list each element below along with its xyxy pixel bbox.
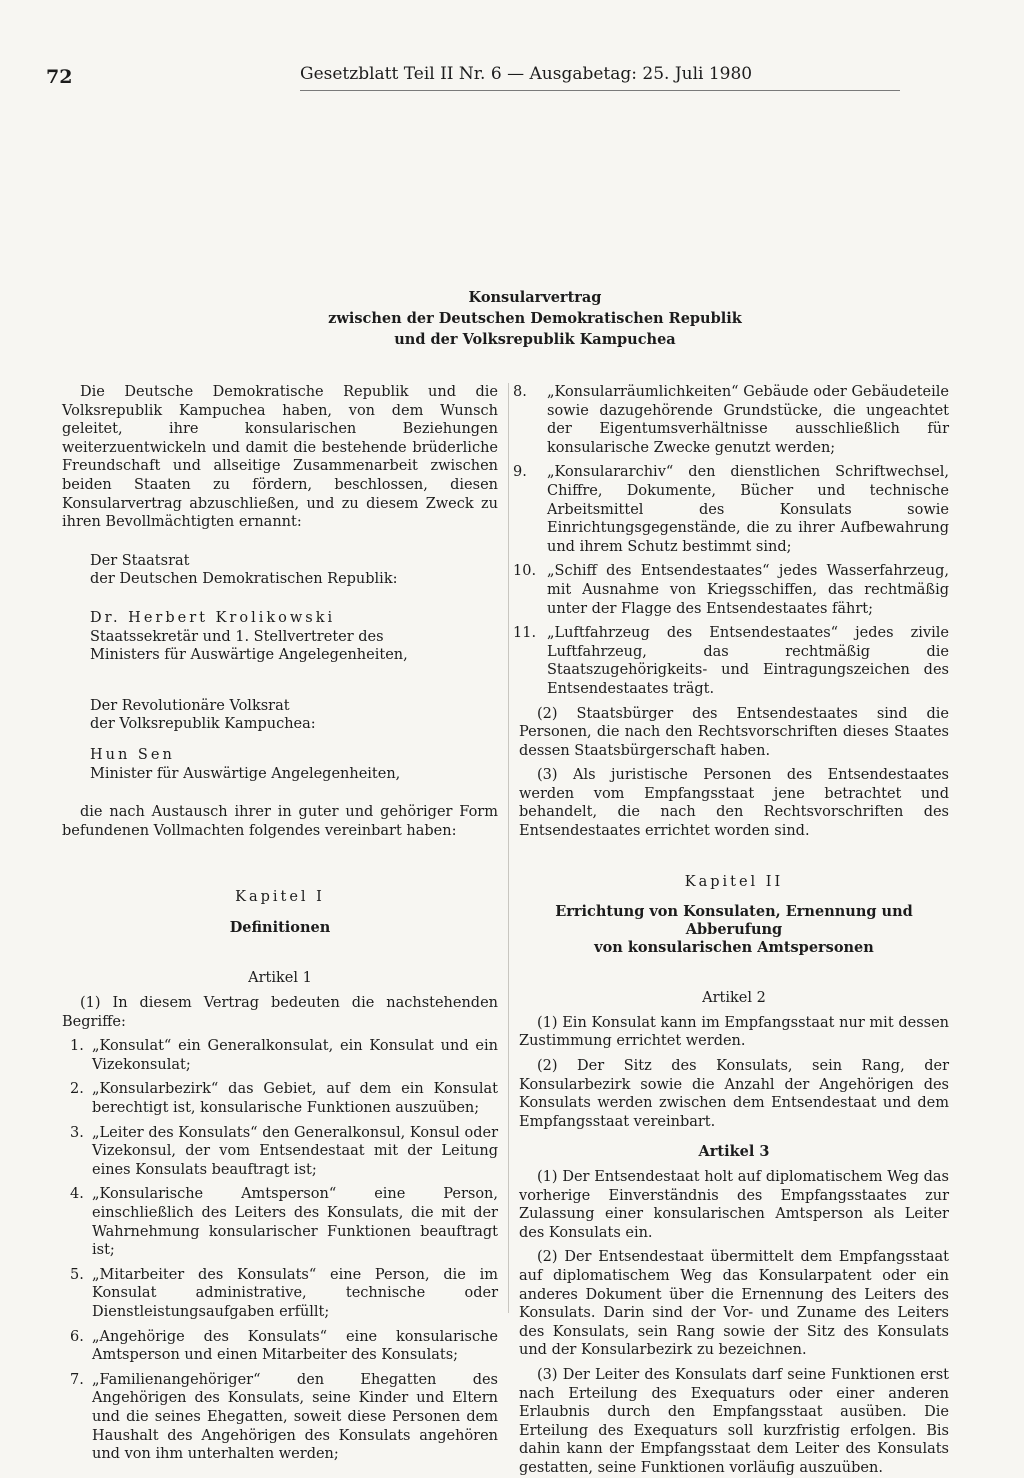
running-head: Gesetzblatt Teil II Nr. 6 — Ausgabetag: 25. Juli 1980 — [300, 64, 753, 84]
article-1-intro: (1) In diesem Vertrag bedeuten die nachstehenden Begriffe: — [62, 995, 498, 1030]
definition-item: 1. „Konsulat“ ein Generalkonsulat, ein Konsulat und ein Vizekonsulat; — [70, 1038, 498, 1073]
definition-item: 5. „Mitarbeiter des Konsulats“ eine Person, die im Konsulat administrative, technische oder Dienstleistungsaufgaben erfüllt; — [70, 1266, 498, 1320]
chapter-2-title — [519, 903, 949, 957]
party1-role-line1: Staatssekretär und 1. Stellvertreter des — [90, 628, 384, 645]
party2-org-line1: Der Revolutionäre Volksrat — [90, 697, 290, 714]
right-column — [513, 383, 949, 1478]
document-title — [250, 287, 820, 350]
article-1-label: Artikel 1 — [248, 970, 312, 987]
definition-item: 7. „Familienangehöriger“ den Ehegatten des Angehörigen des Konsulats, seine Kinder und Eltern und die seines Ehegatten, soweit diese Personen dem Haushalt des Angehörigen des Konsulats angehören und von ihm unterhalten werden; — [70, 1371, 498, 1463]
chapter-1-label: Kapitel I — [235, 889, 325, 906]
chapter-2-label: Kapitel II — [684, 873, 784, 890]
article-3-para-1: (1) Der Entsendestaat holt auf diplomatischem Weg das vorherige Einverständnis des Empfangsstaates zur Zulassung einer konsularischen Amtsperson als Leiter des Konsulats ein. — [519, 1169, 949, 1241]
chapter-2-title-line1: Errichtung von Konsulaten, Ernennung und Abberufung — [555, 903, 913, 939]
column-divider — [508, 383, 509, 1313]
chapter-1-title: Definitionen — [229, 918, 331, 936]
article-3-label: Artikel 3 — [698, 1143, 770, 1161]
definition-item: 8. „Konsularräumlichkeiten“ Gebäude oder Gebäudeteile sowie dazugehörende Grundstücke, die ungeachtet der Eigentumsverhältnisse ausschließlich für konsularische Zwecke genutzt werden; — [513, 384, 949, 456]
title-line-1: Konsularvertrag — [468, 289, 602, 306]
title-line-2: zwischen der Deutschen Demokratischen Republik — [328, 310, 742, 327]
definition-item: 4. „Konsularische Amtsperson“ eine Person, einschließlich des Leiters des Konsulats, die mit der Wahrnehmung konsularischer Funktionen beauftragt ist; — [70, 1186, 498, 1259]
party1-role-line2: Ministers für Auswärtige Angelegenheiten, — [90, 647, 408, 664]
definition-item: 11. „Luftfahrzeug des Entsendestaates“ jedes zivile Luftfahrzeug, das rechtmäßig die Staatszugehörigkeits- und Eintragungszeichen des Entsendestaates trägt. — [513, 625, 949, 697]
party2-org-line2: der Volksrepublik Kampuchea: — [90, 716, 316, 733]
party1-name: Dr. Herbert Krolikowski — [90, 609, 336, 626]
party2-name: Hun Sen — [90, 746, 175, 763]
article-2-para-1: (1) Ein Konsulat kann im Empfangsstaat nur mit dessen Zustimmung errichtet werden. — [519, 1014, 949, 1050]
definition-item: 2. „Konsularbezirk“ das Gebiet, auf dem ein Konsulat berechtigt ist, konsularische Funktionen auszuüben; — [70, 1081, 498, 1117]
definition-item: 3. „Leiter des Konsulats“ den Generalkonsul, Konsul oder Vizekonsul, der vom Entsendestaat mit der Leitung eines Konsulats beauftragt ist; — [70, 1124, 498, 1178]
article-1-para-2: (2) Staatsbürger des Entsendestaates sind die Personen, die nach den Rechtsvorschriften dieses Staates dessen Staatsbürgerschaft haben. — [519, 705, 949, 759]
definition-item: 9. „Konsulararchiv“ den dienstlichen Schriftwechsel, Chiffre, Dokumente, Bücher und technische Arbeitsmittel des Konsulats sowie Einrichtungsgegenstände, die zu ihrer Aufbewahrung und ihrem Schutz bestimmt sind; — [513, 464, 949, 555]
article-1-para-3: (3) Als juristische Personen des Entsendestaates werden vom Empfangsstaat jene betrachtet und behandelt, die nach den Rechtsvorschriften des Entsendestaates errichtet worden sind. — [519, 767, 949, 840]
party2-role: Minister für Auswärtige Angelegenheiten, — [90, 765, 401, 782]
header-rule — [300, 90, 900, 91]
page-number: 72 — [46, 66, 73, 88]
article-3-para-2: (2) Der Entsendestaat übermittelt dem Empfangsstaat auf diplomatischem Weg das Konsularpatent oder ein anderes Dokument über die Ernennung des Leiters des Konsulats. Darin sind der Vor- und Zuname des Leiters des Konsulats, sein Rang sowie der Sitz des Konsulats und der Konsularbezirk zu bezeichnen. — [519, 1249, 949, 1359]
chapter-2-title-line2: von konsularischen Amtspersonen — [594, 939, 874, 957]
party1-org-line2: der Deutschen Demokratischen Republik: — [90, 571, 398, 588]
preamble: Die Deutsche Demokratische Republik und die Volksrepublik Kampuchea haben, von dem Wunsch geleitet, ihre konsularischen Beziehungen weiterzuentwickeln und damit die bestehende brüderliche Freundschaft und allseitige Zusammenarbeit zwischen beiden Staaten zu fördern, beschlossen, diesen Konsularvertrag abzuschließen, und zu diesem Zweck zu ihren Bevollmächtigten ernannt: — [62, 384, 498, 531]
article-3-para-3: (3) Der Leiter des Konsulats darf seine Funktionen erst nach Erteilung des Exequaturs oder einer anderen Erlaubnis durch den Empfangsstaat ausüben. Die Erteilung des Exequaturs soll kurzfristig erfolgen. Bis dahin kann der Empfangsstaat dem Leiter des Konsulats gestatten, seine Funktionen vorläufig auszuüben. — [519, 1366, 949, 1476]
article-2-para-2: (2) Der Sitz des Konsulats, sein Rang, der Konsularbezirk sowie die Anzahl der Angehörigen des Konsulats werden zwischen dem Entsendestaat und dem Empfangsstaat vereinbart. — [519, 1058, 949, 1130]
preamble-closing: die nach Austausch ihrer in guter und gehöriger Form befundenen Vollmachten folgendes vereinbart haben: — [62, 804, 498, 839]
definition-item: 10. „Schiff des Entsendestaates“ jedes Wasserfahrzeug, mit Ausnahme von Kriegsschiffen, das rechtmäßig unter der Flagge des Entsendestaates fährt; — [513, 563, 949, 617]
party1-org-line1: Der Staatsrat — [90, 552, 190, 569]
title-line-3: und der Volksrepublik Kampuchea — [394, 331, 676, 348]
definition-item: 6. „Angehörige des Konsulats“ eine konsularische Amtsperson und einen Mitarbeiter des Konsulats; — [70, 1328, 498, 1364]
left-column — [62, 383, 498, 1464]
article-2-label: Artikel 2 — [702, 990, 766, 1007]
